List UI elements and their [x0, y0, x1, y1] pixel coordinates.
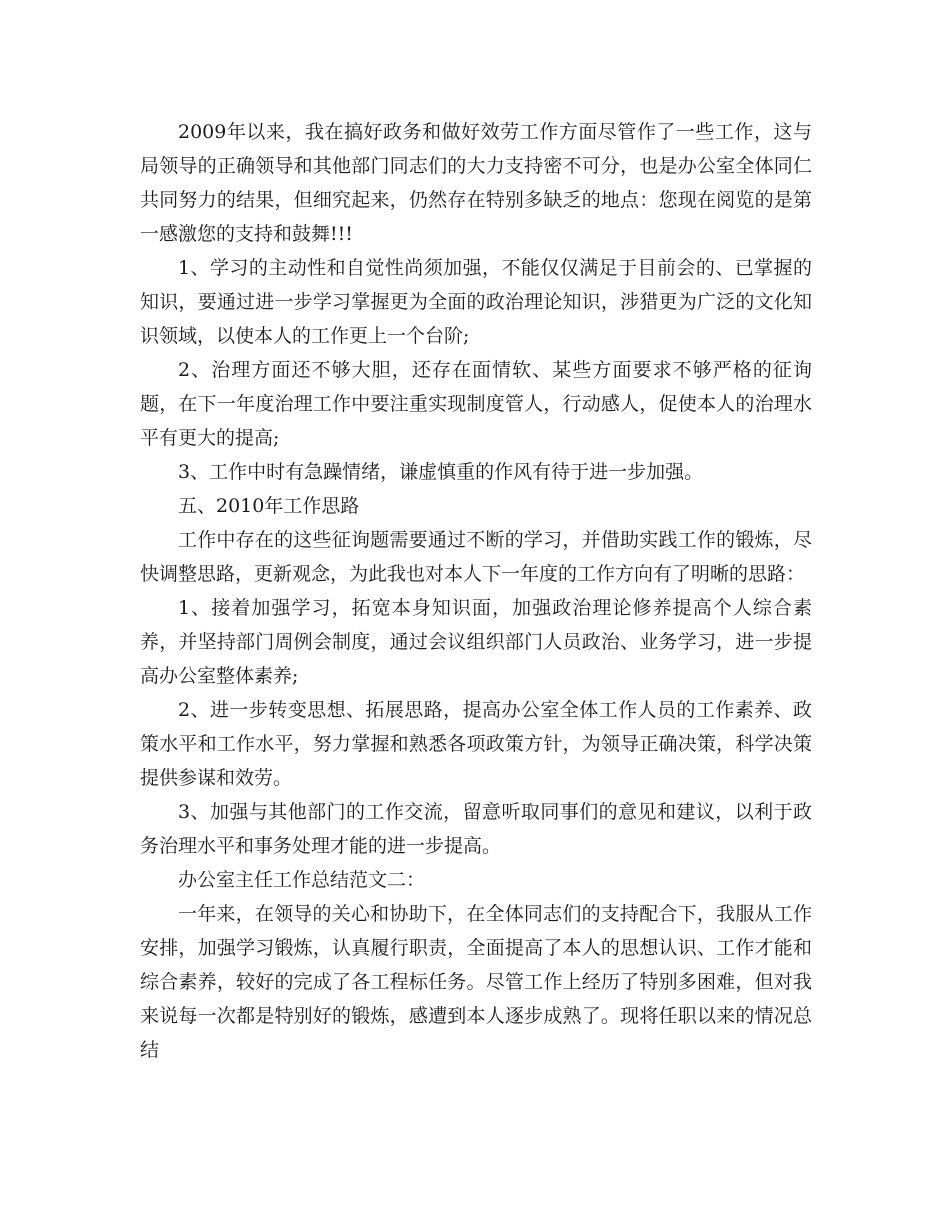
- paragraph-item-1: 1、学习的主动性和自觉性尚须加强，不能仅仅满足于目前会的、已掌握的知识，要通过进一步学习掌握更为全面的政治理论知识，涉猎更为广泛的文化知识领域，以使本人的工作更上一个台阶;: [140, 257, 812, 347]
- section-heading-sample-two: 办公室主任工作总结范文二：: [178, 869, 426, 891]
- paragraph-plan-3: 3、加强与其他部门的工作交流，留意听取同事们的意见和建议，以利于政务治理水平和事务处理才能的进一步提高。: [140, 801, 812, 857]
- paragraph-plan-2: 2、进一步转变思想、拓展思路，提高办公室全体工作人员的工作素养、政策水平和工作水平，努力掌握和熟悉各项政策方针，为领导正确决策，科学决策提供参谋和效劳。: [140, 699, 812, 789]
- paragraph-intro: 2009年以来，我在搞好政务和做好效劳工作方面尽管作了一些工作，这与局领导的正确领导和其他部门同志们的大力支持密不可分，也是办公室全体同仁共同努力的结果，但细究起来，仍然存在特别多缺乏的地点：您现在阅览的是第一感激您的支持和鼓舞!!!: [140, 121, 812, 245]
- section-heading-2010: 五、2010年工作思路: [178, 495, 360, 517]
- paragraph-item-2: 2、治理方面还不够大胆，还存在面情软、某些方面要求不够严格的征询题，在下一年度治理工作中要注重实现制度管人，行动感人，促使本人的治理水平有更大的提高;: [140, 359, 812, 449]
- paragraph-item-3: 3、工作中时有急躁情绪，谦虚慎重的作风有待于进一步加强。: [178, 461, 704, 483]
- paragraph-sample-two-body: 一年来，在领导的关心和协助下，在全体同志们的支持配合下，我服从工作安排，加强学习锻炼，认真履行职责，全面提高了本人的思想认识、工作才能和综合素养，较好的完成了各工程标任务。尽管工作上经历了特别多困难，但对我来说每一次都是特别好的锻炼，感遭到本人逐步成熟了。现将任职以来的情况总结: [140, 903, 812, 1061]
- paragraph-plan-1: 1、接着加强学习，拓宽本身知识面，加强政治理论修养提高个人综合素养，并坚持部门周例会制度，通过会议组织部门人员政治、业务学习，进一步提高办公室整体素养;: [140, 597, 812, 687]
- document-body: [140, 115, 812, 1067]
- paragraph-plan-intro: 工作中存在的这些征询题需要通过不断的学习，并借助实践工作的锻炼，尽快调整思路，更新观念，为此我也对本人下一年度的工作方向有了明晰的思路：: [140, 529, 812, 585]
